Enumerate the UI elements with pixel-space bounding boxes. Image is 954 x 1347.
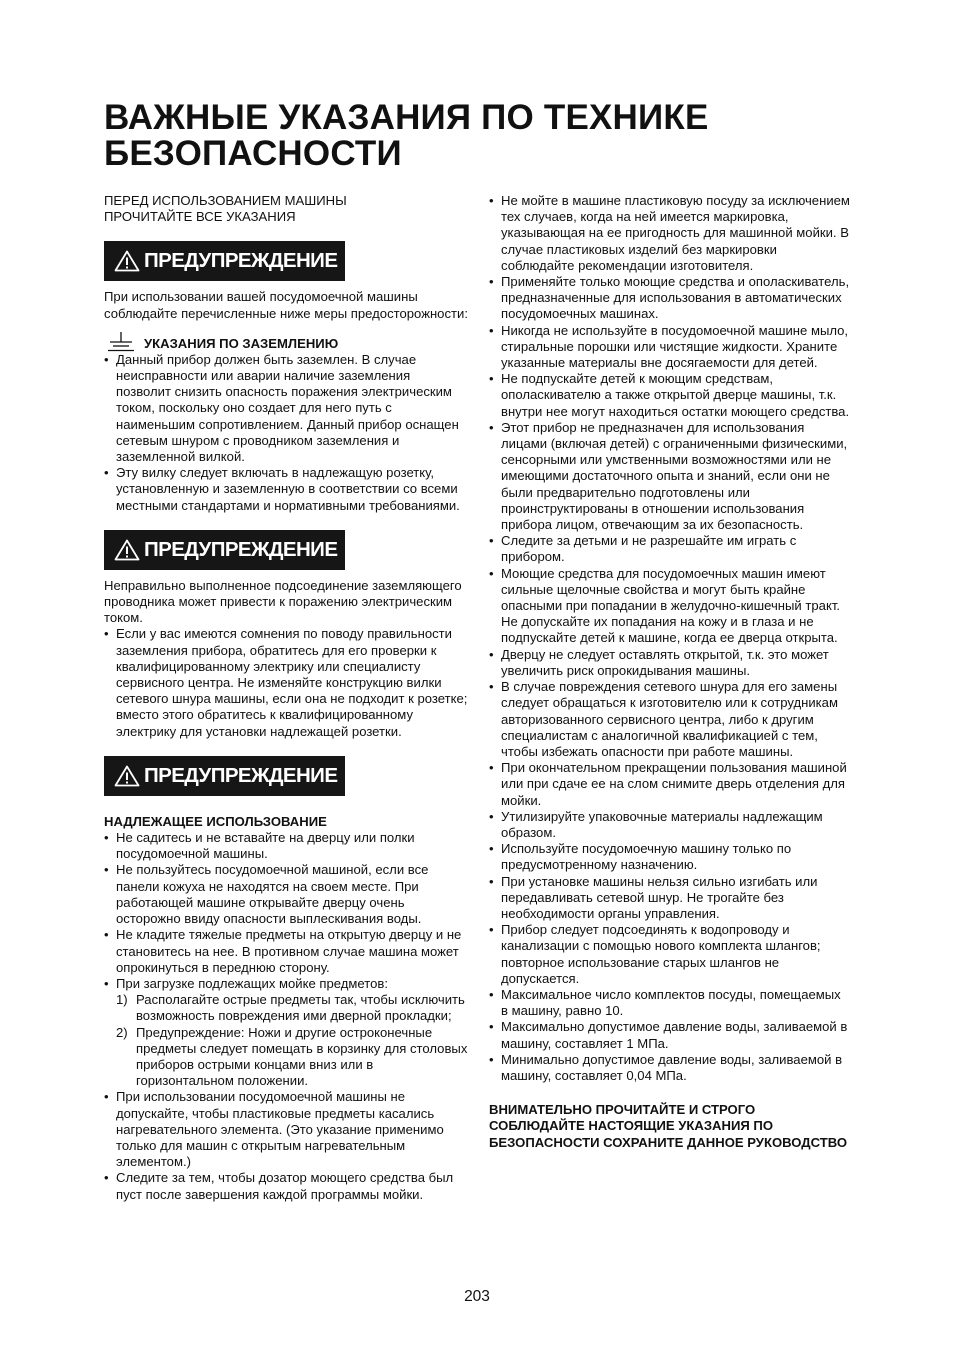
list-item: • В случае повреждения сетевого шнура для его замены следует обращаться к изготовителю или к сотрудникам авторизованного сервисного центра, либо к другим специалистам с аналогичной квалификацией с тем, чтобы избежать опасности при работе машины. <box>489 679 851 760</box>
ground-symbol-icon <box>108 332 134 352</box>
list-item: • Следите за детьми и не разрешайте им играть с прибором. <box>489 533 851 565</box>
warning-triangle-icon <box>114 250 140 272</box>
list-item: • Не садитесь и не вставайте на дверцу или полки посудомоечной машины. <box>104 830 468 862</box>
list-item: • Этот прибор не предназначен для использования лицами (включая детей) с ограниченными физическими, сенсорными или умственными возможностями или не имеющими достаточного опыта и знаний, если они не были предварительно подготовлены или проинструктированы в отношении использования прибора лицом, отвечающим за их безопасность. <box>489 420 851 533</box>
warning-label: ПРЕДУПРЕЖДЕНИЕ <box>144 249 338 273</box>
section1-list <box>104 352 468 514</box>
proper-use-heading: НАДЛЕЖАЩЕЕ ИСПОЛЬЗОВАНИЕ <box>104 813 327 829</box>
section2-list <box>104 626 468 739</box>
list-item: • Не подпускайте детей к моющим средствам, ополаскивателю а также открытой дверце машины, т.к. внутри нее могут находиться остатки моющего средства. <box>489 371 851 420</box>
list-item: • Используйте посудомоечную машину только по предусмотренному назначению. <box>489 841 851 873</box>
warning-banner-3 <box>104 756 345 796</box>
list-item: • Дверцу не следует оставлять открытой, т.к. это может увеличить риск опрокидывания машины. <box>489 647 851 679</box>
sub-list-item <box>116 1025 468 1090</box>
intro-line-1: ПЕРЕД ИСПОЛЬЗОВАНИЕМ МАШИНЫ <box>104 193 347 208</box>
page-number: 203 <box>464 1288 490 1305</box>
list-item: • Максимально допустимое давление воды, заливаемой в машину, составляет 1 МПа. <box>489 1019 851 1051</box>
list-item: • Эту вилку следует включать в надлежащую розетку, установленную и заземленную в соответствии со всеми местными стандартами и нормативными требованиями. <box>104 465 468 514</box>
warning-label: ПРЕДУПРЕЖДЕНИЕ <box>144 537 338 561</box>
list-item: • Следите за тем, чтобы дозатор моющего средства был пуст после завершения каждой программы мойки. <box>104 1170 468 1202</box>
section3-list-b <box>104 1089 468 1202</box>
sub-item-number: 1) <box>116 992 128 1008</box>
list-item: • Утилизируйте упаковочные материалы надлежащим образом. <box>489 809 851 841</box>
warning-triangle-icon <box>114 765 140 787</box>
list-item: • Применяйте только моющие средства и ополаскиватель, предназначенные для использования в автоматических посудомоечных машинах. <box>489 274 851 323</box>
list-item: • При загрузке подлежащих мойке предметов: <box>104 976 468 992</box>
list-item: • Моющие средства для посудомоечных машин имеют сильные щелочные свойства и могут быть крайне опасными при попадании в желудочно-кишечный тракт. Не допускайте их попадания на кожу и в глаза и не подпускайте детей к машине, когда ее дверца открыта. <box>489 566 851 647</box>
warning-banner-1 <box>104 241 345 281</box>
intro-line-2: ПРОЧИТАЙТЕ ВСЕ УКАЗАНИЯ <box>104 209 296 225</box>
section2-text: Неправильно выполненное подсоединение заземляющего проводника может привести к поражению электрическим током. <box>104 577 462 626</box>
list-item: • Данный прибор должен быть заземлен. В случае неисправности или аварии наличие заземления позволит снизить опасность поражения электрическим током, поскольку оно создает для него путь с наименьшим сопротивлением. Данный прибор оснащен сетевым шнуром с проводником заземления и заземленной вилкой. <box>104 352 468 465</box>
section1-text: При использовании вашей посудомоечной машины соблюдайте перечисленные ниже меры предосторожности: <box>104 289 468 321</box>
sub-item-text: Располагайте острые предметы так, чтобы исключить возможность повреждения ими дверной прокладки; <box>136 992 465 1024</box>
warning-label: ПРЕДУПРЕЖДЕНИЕ <box>144 763 338 787</box>
sub-item-text: Предупреждение: Ножи и другие остроконечные предметы следует помещать в корзинку для столовых приборов острыми концами вниз или в горизонтальном положении. <box>136 1024 468 1089</box>
list-item: • Если у вас имеются сомнения по поводу правильности заземления прибора, обратитесь для его проверки к квалифицированному электрику или специалисту сервисного центра. Не изменяйте конструкцию вилки сетевого шнура машины, если она не подходит к розетке; вместо этого обратитесь к квалифицированному электрику для установки надлежащей розетки. <box>104 626 468 739</box>
list-item: • Не пользуйтесь посудомоечной машиной, если все панели кожуха не находятся на своем месте. При работающей машине открывайте дверцу очень осторожно ввиду опасности выплескивания воды. <box>104 862 468 927</box>
left-column <box>104 193 468 1203</box>
page-title: ВАЖНЫЕ УКАЗАНИЯ ПО ТЕХНИКЕ БЕЗОПАСНОСТИ <box>104 98 709 173</box>
list-item: • Не мойте в машине пластиковую посуду за исключением тех случаев, когда на ней имеется маркировка, указывающая на ее пригодность для машинной мойки. В случае пластиковых изделий без маркировки соблюдайте рекомендации изготовителя. <box>489 193 851 274</box>
list-item: • Максимальное число комплектов посуды, помещаемых в машину, равно 10. <box>489 987 851 1019</box>
sub-item-number: 2) <box>116 1024 128 1040</box>
grounding-heading-text: УКАЗАНИЯ ПО ЗАЗЕМЛЕНИЮ <box>144 335 339 351</box>
list-item: • Прибор следует подсоединять к водопроводу и канализации с помощью нового комплекта шлангов; повторное использование старых шлангов не допускается. <box>489 922 851 987</box>
right-column <box>489 193 851 1151</box>
warning-banner-2 <box>104 530 345 570</box>
list-item: • Не кладите тяжелые предметы на открытую дверцу и не становитесь на нее. В противном случае машина может опрокинуться в переднюю сторону. <box>104 927 468 976</box>
right-list <box>489 193 851 1084</box>
list-item: • При окончательном прекращении пользования машиной или при сдаче ее на слом снимите дверь отделения для мойки. <box>489 760 851 809</box>
final-note: ВНИМАТЕЛЬНО ПРОЧИТАЙТЕ И СТРОГО СОБЛЮДАЙТЕ НАСТОЯЩИЕ УКАЗАНИЯ ПО БЕЗОПАСНОСТИ СОХРАНИТЕ ДАННОЕ РУКОВОДСТВО <box>489 1102 848 1150</box>
list-item: • Минимально допустимое давление воды, заливаемой в машину, составляет 0,04 МПа. <box>489 1052 851 1084</box>
sub-list-item <box>116 992 468 1024</box>
grounding-heading <box>104 332 468 352</box>
section3-list-a <box>104 830 468 992</box>
section3-sublist <box>104 992 468 1089</box>
list-item: • При использовании посудомоечной машины не допускайте, чтобы пластиковые предметы касались нагревательного элемента. (Это указание применимо только для машин с открытым нагревательным элементом.) <box>104 1089 468 1170</box>
warning-triangle-icon <box>114 539 140 561</box>
list-item: • При установке машины нельзя сильно изгибать или передавливать сетевой шнур. Не трогайте без необходимости органы управления. <box>489 874 851 923</box>
list-item: • Никогда не используйте в посудомоечной машине мыло, стиральные порошки или чистящие жидкости. Храните указанные материалы вне досягаемости для детей. <box>489 323 851 372</box>
